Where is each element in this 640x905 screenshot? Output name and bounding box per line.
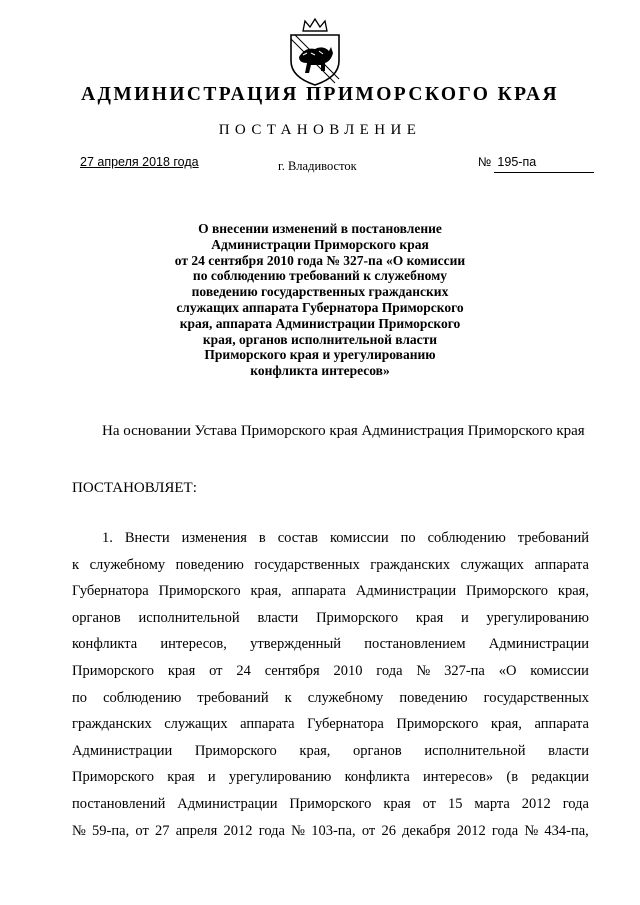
number-label: №: [478, 155, 492, 169]
body-word: от: [135, 822, 149, 839]
body-word: конфликта: [72, 636, 138, 653]
body-word: Приморского: [72, 769, 154, 786]
body-word: края,: [299, 742, 331, 759]
body-word: от: [361, 822, 376, 839]
body-word: года: [376, 662, 403, 679]
body-word: Приморского: [194, 742, 277, 759]
body-word: Приморского: [466, 583, 548, 600]
body-word: гражданских: [370, 556, 450, 573]
body-word: и: [207, 769, 216, 786]
body-word: 24: [236, 662, 251, 679]
body-word: поведению: [399, 689, 468, 706]
body-word: «О: [498, 662, 517, 679]
body-line: [72, 688, 589, 715]
body-line: [72, 634, 589, 661]
body-word: к: [72, 556, 80, 573]
decree-heading: ПОСТАНОВЛЯЕТ:: [72, 480, 197, 496]
body-word: (в: [506, 769, 519, 786]
body-word: марта: [474, 795, 510, 812]
body-word: редакции: [531, 769, 589, 786]
title-line: О внесении изменений в постановление: [198, 221, 442, 236]
body-word: края: [383, 795, 411, 812]
body-word: по: [72, 689, 88, 706]
body-word: края,: [250, 583, 282, 600]
body-line: [72, 555, 589, 582]
body-word: края: [167, 662, 196, 679]
body-word: края,: [557, 583, 589, 600]
body-word: постановлений: [72, 795, 166, 812]
coat-of-arms-emblem-icon: [285, 17, 345, 87]
body-word: Приморского: [396, 716, 479, 733]
body-word: №: [72, 822, 86, 839]
body-word: поведению: [175, 556, 244, 573]
body-paragraph: [72, 528, 589, 847]
body-word: Администрации: [72, 742, 173, 759]
body-word: сентября: [264, 662, 320, 679]
title-line: Приморского края и урегулированию: [204, 347, 436, 363]
body-word: Администрации: [488, 636, 589, 653]
body-word: изменения: [181, 530, 247, 546]
body-word: Губернатора: [72, 583, 149, 600]
body-word: по: [400, 530, 416, 546]
body-word: комиссии: [329, 530, 389, 546]
body-word: и: [461, 609, 469, 626]
body-line: [72, 767, 589, 794]
document-date: [80, 155, 199, 169]
title-line: конфликта интересов»: [250, 363, 390, 379]
body-word: власти: [257, 609, 299, 626]
body-word: 2012: [456, 822, 486, 839]
body-line: [72, 741, 589, 768]
basis-paragraph: На основании Устава Приморского края Администрация Приморского края: [102, 423, 585, 439]
document-type: ПОСТАНОВЛЕНИЕ: [218, 122, 422, 138]
body-word: к: [284, 689, 292, 706]
body-word: 103-па,: [311, 822, 356, 839]
title-line: поведению государственных гражданских: [191, 284, 449, 300]
title-line: служащих аппарата Губернатора Приморского: [176, 299, 464, 315]
document-date-value: 27 апреля 2018 года: [80, 155, 199, 169]
body-word: №: [416, 662, 431, 679]
body-word: гражданских: [72, 716, 152, 733]
body-word: утвержденный: [250, 636, 342, 653]
body-word: требований: [197, 689, 269, 706]
body-word: 1.: [102, 530, 113, 546]
title-line: Администрации Приморского края: [211, 236, 429, 252]
body-word: №: [291, 822, 306, 839]
body-line: [72, 714, 589, 741]
body-word: Администрации: [355, 583, 457, 600]
organization-name: АДМИНИСТРАЦИЯ ПРИМОРСКОГО КРАЯ: [81, 84, 559, 105]
body-word: 26: [381, 822, 396, 839]
body-word: аппарата: [240, 716, 295, 733]
body-word: 2010: [333, 662, 363, 679]
body-word: апреля: [175, 822, 218, 839]
body-line: [72, 821, 589, 848]
body-word: Губернатора: [307, 716, 384, 733]
body-word: состав: [277, 530, 318, 546]
body-word: 59-па,: [92, 822, 130, 839]
body-word: служащих: [164, 716, 228, 733]
body-word: декабря: [402, 822, 451, 839]
body-word: урегулированию: [228, 769, 332, 786]
body-word: конфликта: [344, 769, 410, 786]
body-line: [72, 581, 589, 608]
body-word: комиссии: [530, 662, 589, 679]
body-word: служебному: [89, 556, 166, 573]
body-word: государственных: [254, 556, 360, 573]
body-word: интересов,: [160, 636, 227, 653]
body-word: государственных: [483, 689, 589, 706]
body-word: постановлением: [364, 636, 466, 653]
body-word: 327-па: [444, 662, 485, 679]
body-word: от: [422, 795, 437, 812]
body-word: исполнительной: [138, 609, 240, 626]
body-line: [72, 794, 589, 821]
body-word: аппарата: [534, 716, 589, 733]
body-word: Приморского: [72, 662, 154, 679]
body-word: органов: [72, 609, 121, 626]
body-word: 27: [155, 822, 170, 839]
body-word: Приморского: [158, 583, 241, 600]
body-line: [72, 661, 589, 688]
body-word: аппарата: [291, 583, 346, 600]
title-line: по соблюдению требований к служебному: [192, 268, 448, 284]
body-word: Внести: [124, 530, 170, 546]
body-word: №: [524, 822, 539, 839]
body-word: Приморского: [289, 795, 372, 812]
body-word: требований: [517, 530, 589, 546]
body-word: 15: [447, 795, 463, 812]
body-word: Приморского: [316, 609, 399, 626]
body-word: служебному: [307, 689, 384, 706]
body-word: года: [562, 795, 589, 812]
body-word: органов: [353, 742, 402, 759]
body-word: исполнительной: [424, 742, 526, 759]
body-word: Администрации: [177, 795, 278, 812]
title-line: от 24 сентября 2010 года № 327-па «О комиссии: [174, 252, 466, 268]
body-word: года: [258, 822, 285, 839]
body-word: соблюдению: [427, 530, 506, 546]
body-line: [72, 528, 589, 555]
body-word: 434-па,: [544, 822, 589, 839]
body-word: соблюдению: [103, 689, 182, 706]
body-word: от: [209, 662, 223, 679]
body-line: [72, 608, 589, 635]
title-line: края, аппарата Администрации Приморского: [179, 315, 461, 331]
number-value: 195-па: [497, 155, 537, 169]
document-title: [140, 221, 500, 379]
body-word: года: [491, 822, 519, 839]
body-word: служащих: [460, 556, 524, 573]
body-word: интересов»: [423, 769, 494, 786]
body-word: аппарата: [534, 556, 589, 573]
body-word: урегулированию: [486, 609, 589, 626]
document-city: г. Владивосток: [278, 159, 357, 173]
body-word: 2012: [223, 822, 253, 839]
body-word: края: [167, 769, 195, 786]
body-word: власти: [548, 742, 589, 759]
body-word: края: [415, 609, 444, 626]
document-number: [478, 155, 536, 169]
title-line: края, органов исполнительной власти: [202, 331, 438, 347]
body-word: 2012: [521, 795, 551, 812]
body-word: края,: [490, 716, 522, 733]
body-word: в: [258, 530, 266, 546]
